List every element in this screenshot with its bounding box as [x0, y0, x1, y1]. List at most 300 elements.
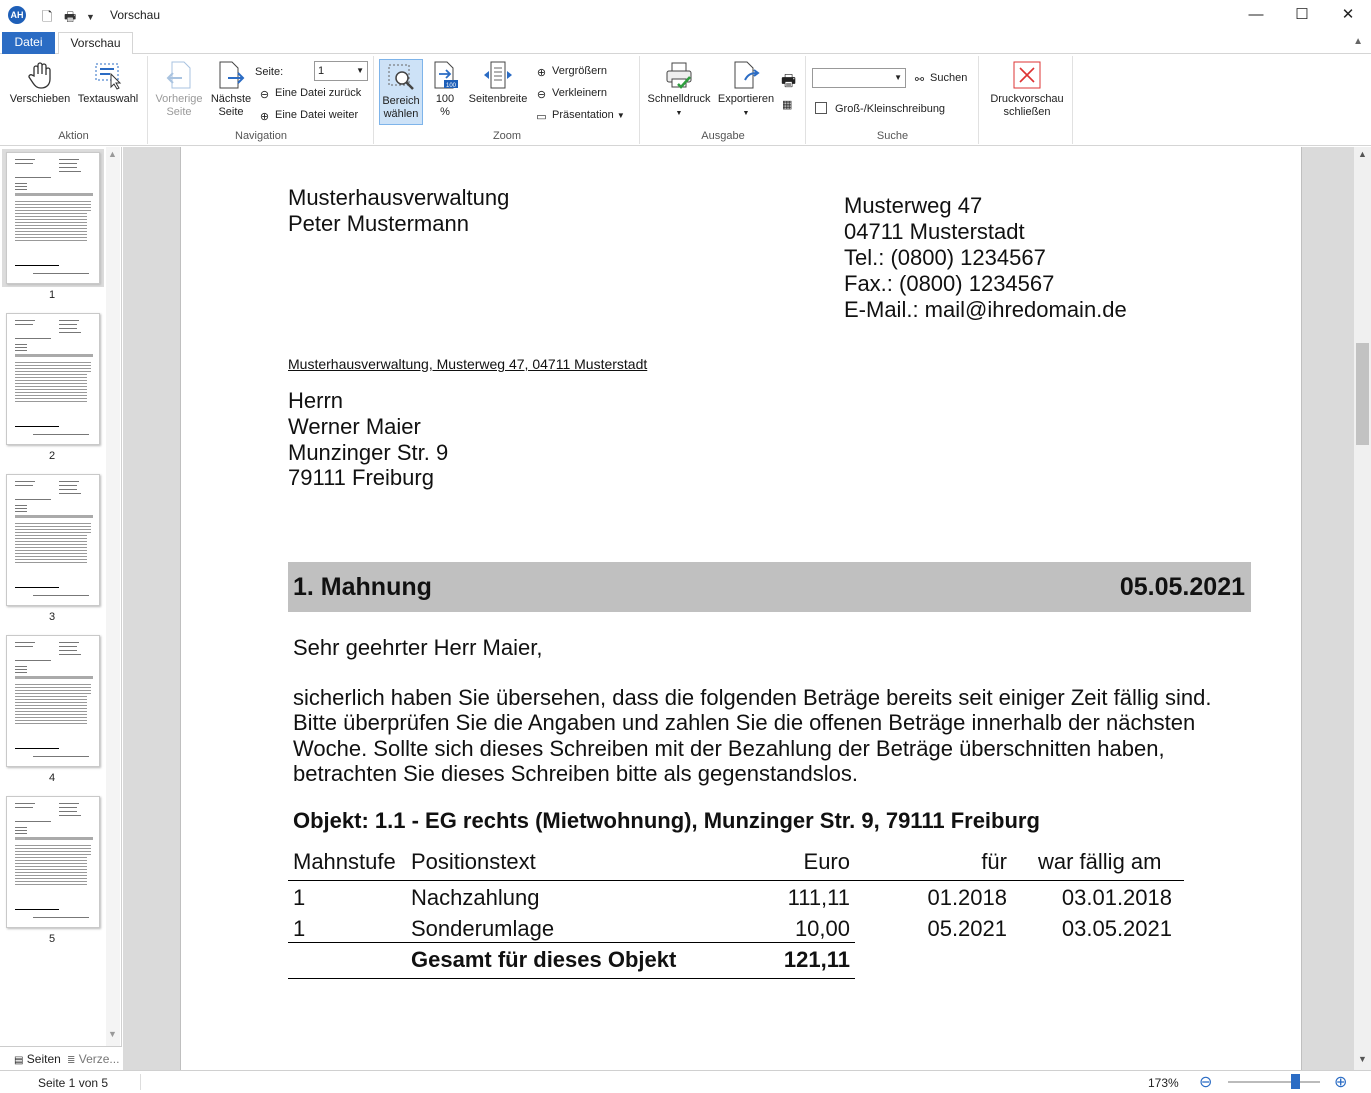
- thumbnail-text-line: [15, 708, 87, 709]
- page-width-icon: [483, 60, 513, 90]
- tab-pages-label: Seiten: [26, 1052, 61, 1066]
- thumbnail-text-line: [33, 273, 89, 274]
- sender-city: 04711 Musterstadt: [844, 219, 1025, 244]
- thumbnail-text-line: [59, 650, 77, 651]
- thumbnail-text-line: [59, 324, 77, 325]
- thumbnail-text-line: [15, 587, 59, 588]
- zoom-out-button[interactable]: [535, 87, 607, 102]
- thumbnail-text-line: [59, 171, 81, 172]
- page-thumbnail-1[interactable]: [6, 152, 100, 284]
- close-preview-label-1: Druckvorschau: [990, 93, 1064, 105]
- thumbnail-text-line: [15, 213, 87, 214]
- thumbnail-subject-band: [15, 515, 93, 518]
- group-suche: [807, 56, 979, 144]
- thumbnail-text-line: [15, 324, 33, 325]
- thumbnail-text-line: [15, 881, 87, 882]
- row-1-due: 03.01.2018: [1061, 885, 1172, 910]
- ribbon-tabs: [0, 32, 1371, 54]
- thumbnail-text-line: [15, 481, 35, 482]
- thumbnail-text-line: [15, 383, 87, 384]
- thumbnail-text-line: [15, 693, 91, 694]
- total-underline: [288, 978, 855, 979]
- previous-page-label-2: Seite: [166, 106, 192, 118]
- thumbnail-text-line: [15, 377, 87, 378]
- tab-index-label: Verze...: [78, 1052, 120, 1066]
- thumbnail-number: 3: [48, 611, 56, 623]
- thumbnail-subject-band: [15, 676, 93, 679]
- thumbnail-text-line: [15, 207, 91, 208]
- thumbnail-text-line: [15, 219, 87, 220]
- scroll-down-icon[interactable]: ▼: [108, 1029, 117, 1039]
- subject-title: 1. Mahnung: [293, 573, 432, 601]
- thumbnail-text-line: [15, 485, 33, 486]
- thumbnail-text-line: [15, 672, 27, 673]
- header-due: war fällig am: [1038, 849, 1162, 874]
- select-area-label-2: wählen: [383, 108, 419, 120]
- new-document-icon[interactable]: 🗋: [42, 9, 53, 24]
- thumbnail-text-line: [15, 225, 87, 226]
- thumbnail-text-line: [15, 532, 91, 533]
- arrow-left-circle-icon: ⊖: [259, 89, 270, 101]
- thumbnail-text-line: [33, 917, 89, 918]
- header-euro: Euro: [803, 849, 850, 874]
- zoom-100-button[interactable]: [427, 60, 463, 119]
- hand-icon: [25, 60, 55, 90]
- page-thumbnail-5[interactable]: [6, 796, 100, 928]
- file-forward-button[interactable]: [258, 109, 358, 124]
- previous-page-icon: [164, 60, 194, 90]
- zoom-in-icon[interactable]: ⊕: [1334, 1074, 1348, 1091]
- thumbnail-text-line: [15, 702, 87, 703]
- thumbnail-subject-band: [15, 354, 93, 357]
- search-label: Suchen: [930, 72, 968, 84]
- thumbnail-text-line: [15, 204, 91, 205]
- ribbon: [0, 54, 1371, 146]
- thumbnail-text-line: [15, 851, 91, 852]
- group-label-suche: Suche: [876, 130, 909, 142]
- chevron-down-icon: ▼: [742, 110, 750, 117]
- zoom-100-label-2: %: [440, 106, 450, 118]
- zoom-slider-thumb[interactable]: [1291, 1074, 1300, 1089]
- thumbnail-text-line: [15, 240, 87, 241]
- thumbnail-text-line: [15, 368, 91, 369]
- maximize-button[interactable]: ☐: [1295, 6, 1309, 23]
- quick-print-icon[interactable]: 🖶: [64, 9, 77, 24]
- thumbnail-text-line: [15, 380, 87, 381]
- quick-print-label: Schnelldruck: [647, 93, 711, 105]
- thumbnail-text-line: [15, 562, 87, 563]
- page-100-icon: [430, 60, 460, 90]
- thumbnail-number: 5: [48, 933, 56, 945]
- thumbnail-scrollbar[interactable]: [106, 147, 120, 1047]
- zoom-out-icon[interactable]: ⊖: [1199, 1074, 1213, 1091]
- row-2-level: 1: [293, 916, 306, 941]
- header-level: Mahnstufe: [293, 849, 396, 874]
- recipient-name: Werner Maier: [288, 414, 421, 439]
- thumbnail-text-line: [15, 350, 27, 351]
- thumbnail-text-line: [15, 505, 27, 506]
- subject-date: 05.05.2021: [1119, 573, 1245, 601]
- zoom-100-label-1: 100: [435, 93, 455, 105]
- panel-tabs: [0, 1046, 122, 1070]
- group-label-ausgabe: Ausgabe: [701, 130, 745, 142]
- next-page-label-2: Seite: [218, 106, 244, 118]
- thumbnail-text-line: [15, 426, 59, 427]
- page-width-label: Seitenbreite: [468, 93, 528, 105]
- checkbox-box[interactable]: [815, 102, 827, 114]
- thumbnail-text-line: [15, 642, 35, 643]
- next-page-button[interactable]: [207, 60, 255, 119]
- thumbnail-text-line: [15, 526, 91, 527]
- total-label: Gesamt für dieses Objekt: [411, 947, 677, 972]
- previous-page-label-1: Vorherige: [155, 93, 203, 105]
- thumbnail-number: 1: [48, 289, 56, 301]
- export-icon: [731, 60, 761, 90]
- thumbnail-text-line: [15, 234, 87, 235]
- thumbnail-text-line: [15, 827, 27, 828]
- thumbnail-text-line: [15, 854, 91, 855]
- row-2-text: Sonderumlage: [411, 916, 555, 941]
- tab-preview[interactable]: Vorschau: [58, 32, 133, 55]
- text-select-label: Textauswahl: [77, 93, 139, 105]
- thumbnail-text-line: [15, 538, 87, 539]
- next-page-icon: [216, 60, 246, 90]
- thumbnail-text-line: [59, 489, 77, 490]
- thumbnail-text-line: [15, 541, 87, 542]
- export-button[interactable]: [715, 60, 777, 120]
- thumbnail-text-line: [59, 807, 77, 808]
- thumbnail-text-line: [59, 159, 79, 160]
- thumbnail-text-line: [15, 872, 87, 873]
- document-viewer[interactable]: [123, 147, 1354, 1070]
- zoom-slider-track[interactable]: [1228, 1081, 1320, 1083]
- thumbnail-text-line: [15, 344, 27, 345]
- thumbnail-text-line: [15, 705, 87, 706]
- group-zoom: [375, 56, 640, 144]
- thumbnail-text-line: [15, 866, 87, 867]
- thumbnail-text-line: [59, 328, 77, 329]
- row-2-for: 05.2021: [927, 916, 1007, 941]
- group-label-navigation: Navigation: [235, 130, 287, 142]
- next-page-label-1: Nächste: [210, 93, 252, 105]
- thumbnail-text-line: [59, 481, 79, 482]
- search-button[interactable]: [913, 72, 967, 87]
- row-2-due: 03.05.2021: [1061, 916, 1172, 941]
- status-bar: [0, 1070, 1371, 1093]
- body-line-4: betrachten Sie dieses Schreiben bitte als gegenstandslos.: [293, 761, 859, 786]
- print-icon[interactable]: 🖶: [781, 73, 797, 90]
- thumbnail-text-line: [15, 830, 27, 831]
- group-close: [980, 56, 1073, 144]
- thumbnail-text-line: [15, 878, 87, 879]
- thumbnail-text-line: [15, 684, 91, 685]
- document-page: [180, 147, 1302, 1070]
- presentation-button[interactable]: [535, 109, 625, 124]
- thumbnail-text-line: [15, 556, 87, 557]
- text-select-icon: [93, 60, 123, 90]
- chevron-down-icon[interactable]: ▼: [356, 66, 364, 75]
- thumbnail-text-line: [15, 365, 91, 366]
- thumbnail-text-line: [15, 717, 87, 718]
- thumbnail-text-line: [15, 374, 87, 375]
- thumbnail-text-line: [15, 535, 87, 536]
- thumbnail-text-line: [59, 320, 79, 321]
- collapse-ribbon-icon[interactable]: ▲: [1353, 36, 1363, 47]
- thumbnail-text-line: [15, 884, 87, 885]
- group-label-aktion: Aktion: [58, 130, 89, 142]
- zoom-level: 173%: [1148, 1076, 1179, 1090]
- thumbnail-text-line: [15, 265, 59, 266]
- move-label: Verschieben: [9, 93, 71, 105]
- chevron-down-icon: ▼: [616, 111, 625, 120]
- thumbnail-text-line: [59, 654, 81, 655]
- thumbnail-text-line: [15, 186, 27, 187]
- thumbnail-text-line: [15, 499, 51, 500]
- page-width-button[interactable]: [465, 60, 531, 106]
- thumbnail-text-line: [15, 863, 87, 864]
- thumbnail-text-line: [15, 699, 87, 700]
- thumbnail-text-line: [15, 189, 27, 190]
- sender-name: Musterhausverwaltung: [288, 185, 510, 210]
- thumbnail-text-line: [59, 815, 81, 816]
- group-aktion: [0, 56, 148, 144]
- thumbnail-text-line: [33, 434, 89, 435]
- thumbnail-number: 2: [48, 450, 56, 462]
- thumbnail-text-line: [15, 723, 87, 724]
- thumbnail-text-line: [15, 398, 87, 399]
- index-icon: ≣: [67, 1055, 76, 1066]
- thumbnail-text-line: [59, 167, 77, 168]
- scroll-up-icon[interactable]: ▲: [1358, 149, 1367, 159]
- close-window-button[interactable]: ✕: [1341, 6, 1355, 23]
- greeting: Sehr geehrter Herr Maier,: [293, 635, 543, 660]
- window-title: Vorschau: [110, 8, 161, 22]
- thumbnail-text-line: [15, 660, 51, 661]
- page-thumbnail-2[interactable]: [6, 313, 100, 445]
- zoom-in-icon: ⊕: [536, 67, 547, 79]
- zoom-out-label: Verkleinern: [552, 87, 608, 99]
- file-back-label: Eine Datei zurück: [275, 87, 362, 99]
- close-icon: [1012, 60, 1042, 90]
- pages-icon: ▤: [14, 1055, 24, 1066]
- thumbnail-text-line: [15, 860, 87, 861]
- thumbnail-text-line: [15, 237, 87, 238]
- scroll-down-icon[interactable]: ▼: [1358, 1054, 1367, 1064]
- object-line: Objekt: 1.1 - EG rechts (Mietwohnung), Munzinger Str. 9, 79111 Freiburg: [293, 808, 1040, 833]
- thumbnail-text-line: [15, 803, 35, 804]
- thumbnail-text-line: [15, 748, 59, 749]
- tab-pages[interactable]: [14, 1052, 61, 1066]
- select-area-button[interactable]: [379, 59, 423, 125]
- chevron-down-icon[interactable]: ▼: [894, 73, 902, 82]
- zoom-in-button[interactable]: [535, 65, 607, 80]
- chevron-down-icon: ▼: [675, 110, 683, 117]
- case-sensitive-label: Groß-/Kleinschreibung: [835, 103, 946, 115]
- scroll-thumb[interactable]: [1356, 343, 1369, 445]
- svg-text:100: 100: [445, 83, 457, 89]
- page-info: Seite 1 von 5: [38, 1076, 109, 1090]
- thumbnail-text-line: [15, 646, 33, 647]
- zoom-out-icon: ⊖: [536, 89, 547, 101]
- thumbnail-text-line: [15, 401, 87, 402]
- row-1-level: 1: [293, 885, 306, 910]
- total-divider: [288, 942, 855, 943]
- file-forward-label: Eine Datei weiter: [275, 109, 359, 121]
- return-address-line: Musterhausverwaltung, Musterweg 47, 04711 Musterstadt: [288, 356, 648, 372]
- thumbnail-text-line: [59, 646, 77, 647]
- header-for: für: [981, 849, 1007, 874]
- thumbnail-text-line: [15, 714, 87, 715]
- recipient-city: 79111 Freiburg: [288, 465, 434, 490]
- body-line-1: sicherlich haben Sie übersehen, dass die folgenden Beträge bereits seit einiger Zeit fällig sind.: [293, 685, 1212, 710]
- page-thumbnail-3[interactable]: [6, 474, 100, 606]
- thumbnail-text-line: [15, 875, 87, 876]
- thumbnail-text-line: [15, 523, 91, 524]
- select-area-label-1: Bereich: [382, 95, 420, 107]
- zoom-area-icon: [386, 62, 416, 92]
- header-text: Positionstext: [411, 849, 536, 874]
- thumbnail-text-line: [15, 228, 87, 229]
- thumbnail-text-line: [15, 687, 91, 688]
- thumbnail-text-line: [15, 511, 27, 512]
- thumbnail-text-line: [15, 231, 87, 232]
- thumbnail-text-line: [15, 183, 27, 184]
- case-sensitive-checkbox[interactable]: [815, 102, 945, 115]
- group-navigation: [149, 56, 374, 144]
- tab-file[interactable]: Datei: [2, 32, 55, 54]
- sender-fax: Fax.: (0800) 1234567: [844, 271, 1055, 296]
- thumbnail-text-line: [59, 811, 77, 812]
- thumbnail-text-line: [15, 848, 91, 849]
- thumbnail-text-line: [59, 493, 81, 494]
- thumbnail-text-line: [15, 210, 91, 211]
- thumbnail-text-line: [15, 163, 33, 164]
- thumbnail-text-line: [15, 559, 87, 560]
- thumbnail-text-line: [15, 386, 87, 387]
- thumbnail-text-line: [59, 642, 79, 643]
- document-scrollbar[interactable]: [1354, 147, 1371, 1070]
- thumbnail-text-line: [15, 550, 87, 551]
- thumbnail-subject-band: [15, 837, 93, 840]
- thumbnail-text-line: [15, 362, 91, 363]
- print-settings-icon[interactable]: ▦: [782, 99, 793, 111]
- row-1-text: Nachzahlung: [411, 885, 540, 910]
- group-ausgabe: [641, 56, 806, 144]
- thumbnail-text-line: [15, 909, 59, 910]
- total-value: 121,11: [783, 947, 850, 972]
- thumbnail-text-line: [15, 833, 27, 834]
- title-bar: [0, 0, 1371, 32]
- sender-street: Musterweg 47: [844, 193, 983, 218]
- thumbnail-text-line: [15, 529, 91, 530]
- thumbnail-text-line: [15, 711, 87, 712]
- thumbnail-text-line: [15, 807, 33, 808]
- quick-access-dropdown-icon[interactable]: ▼: [86, 12, 95, 22]
- thumbnail-text-line: [15, 845, 91, 846]
- app-icon[interactable]: AH: [8, 6, 26, 24]
- thumbnail-text-line: [15, 720, 87, 721]
- row-1-euro: 111,11: [787, 885, 850, 910]
- text-select-button[interactable]: [74, 60, 142, 106]
- scroll-up-icon[interactable]: ▲: [108, 149, 117, 159]
- sender-tel: Tel.: (0800) 1234567: [844, 245, 1046, 270]
- binoculars-icon: ⚯: [914, 74, 925, 86]
- thumbnail-text-line: [15, 690, 91, 691]
- subject-band: [288, 562, 1251, 612]
- page-thumbnail-4[interactable]: [6, 635, 100, 767]
- thumbnail-panel: [0, 147, 122, 1070]
- thumbnail-text-line: [59, 485, 77, 486]
- status-divider: [140, 1074, 141, 1090]
- export-label: Exportieren: [717, 93, 775, 105]
- thumbnail-text-line: [15, 338, 51, 339]
- row-2-euro: 10,00: [794, 916, 850, 941]
- thumbnail-text-line: [15, 696, 87, 697]
- thumbnail-text-line: [15, 371, 91, 372]
- thumbnail-text-line: [15, 669, 27, 670]
- minimize-button[interactable]: —: [1248, 6, 1264, 23]
- arrow-right-circle-icon: ⊕: [259, 111, 270, 123]
- thumbnail-text-line: [15, 821, 51, 822]
- row-1-for: 01.2018: [927, 885, 1007, 910]
- page-label: Seite:: [255, 66, 284, 78]
- thumbnail-text-line: [15, 857, 87, 858]
- thumbnail-number: 4: [48, 772, 56, 784]
- printer-icon: [664, 60, 694, 90]
- thumbnail-text-line: [15, 320, 35, 321]
- thumbnail-text-line: [15, 544, 87, 545]
- thumbnail-text-line: [15, 389, 87, 390]
- zoom-in-label: Vergrößern: [552, 65, 608, 77]
- search-input[interactable]: [812, 68, 906, 88]
- file-back-button[interactable]: [258, 87, 361, 102]
- move-button[interactable]: [8, 60, 72, 106]
- close-preview-button[interactable]: [983, 60, 1071, 119]
- thumbnail-text-line: [15, 201, 91, 202]
- quick-print-button[interactable]: [645, 60, 713, 120]
- page-number-value: 1: [318, 65, 325, 77]
- thumbnail-text-line: [15, 347, 27, 348]
- thumbnail-text-line: [15, 395, 87, 396]
- thumbnail-text-line: [59, 803, 79, 804]
- thumbnail-text-line: [15, 666, 27, 667]
- thumbnail-text-line: [15, 547, 87, 548]
- thumbnail-text-line: [15, 508, 27, 509]
- recipient-street: Munzinger Str. 9: [288, 440, 449, 465]
- group-label-zoom: Zoom: [492, 130, 522, 142]
- sender-mail: E-Mail.: mail@ihredomain.de: [844, 297, 1127, 322]
- thumbnail-text-line: [15, 222, 87, 223]
- thumbnail-text-line: [15, 177, 51, 178]
- tab-index[interactable]: [67, 1052, 119, 1066]
- page-number-combobox[interactable]: [314, 61, 368, 81]
- sender-person: Peter Mustermann: [288, 211, 469, 236]
- recipient-salutation: Herrn: [288, 388, 344, 413]
- thumbnail-text-line: [59, 163, 77, 164]
- body-line-3: Woche. Sollte sich dieses Schreiben mit der Bezahlung der Beträge überschnitten haben,: [293, 736, 1165, 761]
- thumbnail-subject-band: [15, 193, 93, 196]
- thumbnail-text-line: [15, 869, 87, 870]
- close-preview-label-2: schließen: [1003, 106, 1051, 118]
- body-line-2: Bitte überprüfen Sie die Angaben und zahlen Sie die offenen Beträge innerhalb der nächsten: [293, 710, 1196, 735]
- presentation-icon: ▭: [536, 111, 547, 123]
- thumbnail-text-line: [15, 553, 87, 554]
- previous-page-button[interactable]: [151, 60, 207, 119]
- thumbnail-text-line: [33, 595, 89, 596]
- thumbnail-text-line: [33, 756, 89, 757]
- header-divider: [288, 880, 1184, 881]
- thumbnail-text-line: [15, 216, 87, 217]
